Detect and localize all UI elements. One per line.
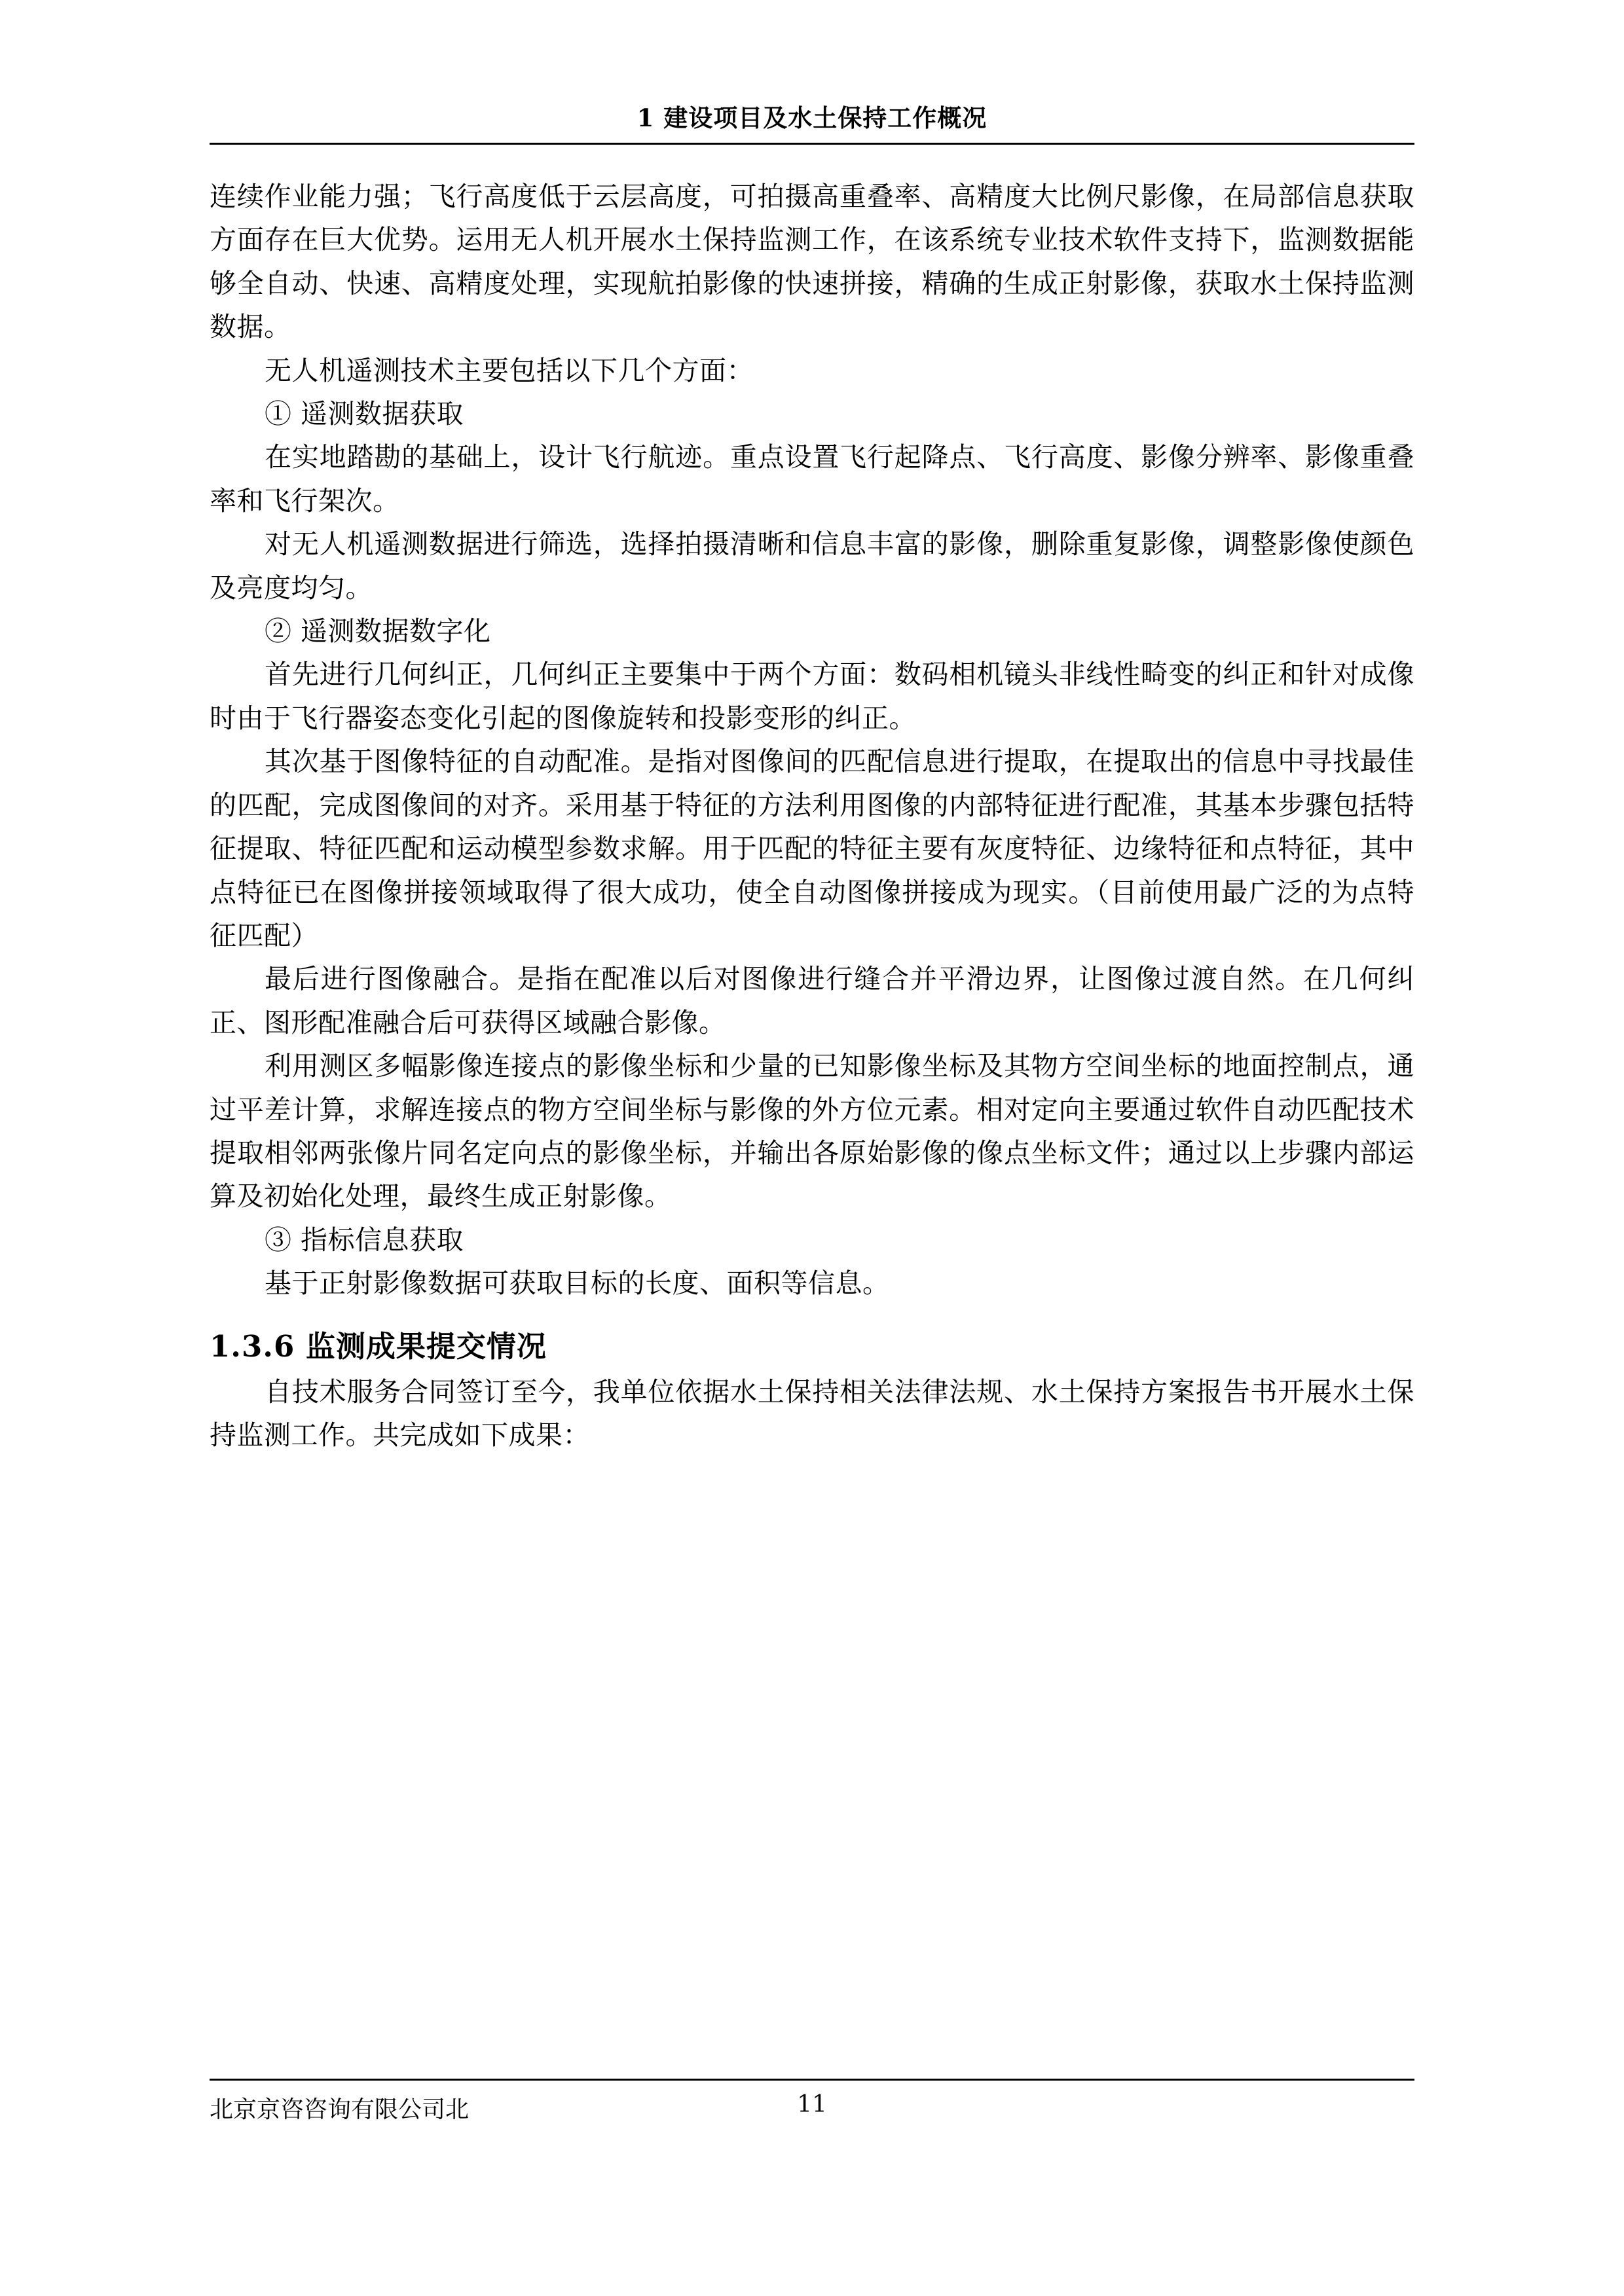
page-header-title: 1 建设项目及水土保持工作概况 [637, 103, 987, 132]
footer-company-name: 北京京咨咨询有限公司北 [210, 2096, 470, 2123]
paragraph: 首先进行几何纠正，几何纠正主要集中于两个方面：数码相机镜头非线性畸变的纠正和针对成像时由于飞行器姿态变化引起的图像旋转和投影变形的纠正。 [210, 659, 1414, 734]
list-item: ① 遥测数据获取 [265, 398, 464, 430]
paragraph: 无人机遥测技术主要包括以下几个方面： [265, 354, 754, 386]
paragraph: 基于正射影像数据可获取目标的长度、面积等信息。 [265, 1267, 890, 1300]
paragraph: 连续作业能力强；飞行高度低于云层高度，可拍摄高重叠率、高精度大比例尺影像，在局部信息获取方面存在巨大优势。运用无人机开展水土保持监测工作，在该系统专业技术软件支持下，监测数据能够全自动、快速、高精度处理，实现航拍影像的快速拼接，精确的生成正射影像，获取水土保持监测数据。 [210, 181, 1414, 343]
page-footer [210, 2079, 1414, 2125]
section-heading: 1.3.6 监测成果提交情况 [210, 1328, 547, 1364]
header-divider [210, 143, 1414, 145]
footer-divider [210, 2079, 1414, 2081]
paragraph: 利用测区多幅影像连接点的影像坐标和少量的已知影像坐标及其物方空间坐标的地面控制点，通过平差计算，求解连接点的物方空间坐标与影像的外方位元素。相对定向主要通过软件自动匹配技术提取相邻两张像片同名定向点的影像坐标，并输出各原始影像的像点坐标文件；通过以上步骤内部运算及初始化处理，最终生成正射影像。 [210, 1050, 1414, 1212]
paragraph: 在实地踏勘的基础上，设计飞行航迹。重点设置飞行起降点、飞行高度、影像分辨率、影像重叠率和飞行架次。 [210, 441, 1414, 517]
page-content [210, 98, 1414, 1457]
paragraph: 自技术服务合同签订至今，我单位依据水土保持相关法律法规、水土保持方案报告书开展水土保持监测工作。共完成如下成果： [210, 1376, 1414, 1451]
list-item: ② 遥测数据数字化 [265, 615, 491, 647]
footer-page-number: 11 [797, 2091, 827, 2118]
paragraph: 对无人机遥测数据进行筛选，选择拍摄清晰和信息丰富的影像，删除重复影像，调整影像使颜色及亮度均匀。 [210, 528, 1414, 604]
footer-row [210, 2091, 1414, 2125]
list-item: ③ 指标信息获取 [265, 1224, 464, 1256]
paragraph: 其次基于图像特征的自动配准。是指对图像间的匹配信息进行提取，在提取出的信息中寻找最佳的匹配，完成图像间的对齐。采用基于特征的方法利用图像的内部特征进行配准，其基本步骤包括特征提取、特征匹配和运动模型参数求解。用于匹配的特征主要有灰度特征、边缘特征和点特征，其中点特征已在图像拼接领域取得了很大成功，使全自动图像拼接成为现实。（目前使用最广泛的为点特征匹配） [210, 746, 1414, 951]
paragraph: 最后进行图像融合。是指在配准以后对图像进行缝合并平滑边界，让图像过渡自然。在几何纠正、图形配准融合后可获得区域融合影像。 [210, 963, 1414, 1038]
